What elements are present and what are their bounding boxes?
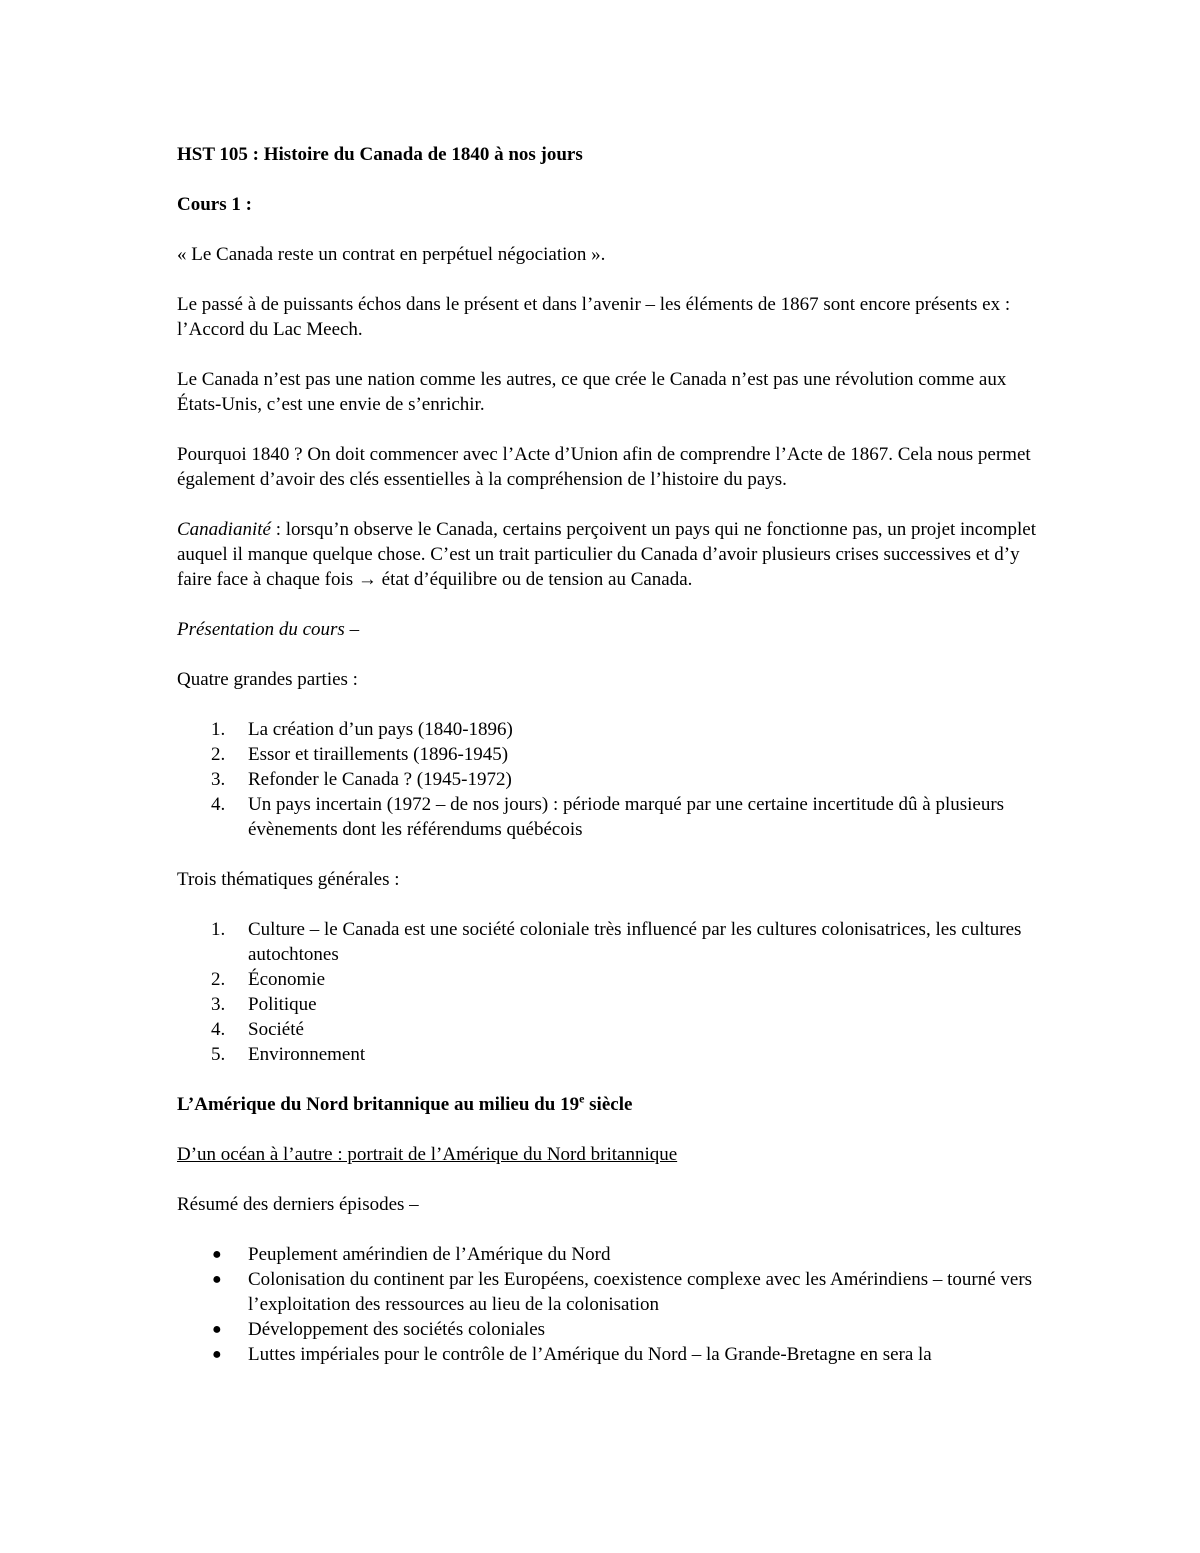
- resume-heading: Résumé des derniers épisodes –: [177, 1194, 419, 1215]
- bullet-icon: ●: [212, 1271, 222, 1288]
- list-item: [177, 767, 1047, 792]
- list-text: Société: [248, 1019, 304, 1040]
- list-number: 2.: [211, 744, 226, 765]
- list-item: [177, 992, 1047, 1017]
- list-text: Peuplement amérindien de l’Amérique du Nord: [248, 1244, 611, 1265]
- list-number: 3.: [211, 769, 226, 790]
- arrow-right-icon: →: [357, 569, 377, 590]
- paragraph-canadianite: [177, 517, 1047, 592]
- quote-paragraph: « Le Canada reste un contrat en perpétuel négociation ».: [177, 244, 606, 265]
- section-heading-superscript: e: [579, 1091, 585, 1106]
- list-item: [177, 717, 1047, 742]
- paragraph-nation: Le Canada n’est pas une nation comme les autres, ce que crée le Canada n’est pas une révolution comme aux États-Unis, c’est une envie de s’enrichir.: [177, 369, 1007, 415]
- canadianite-text-a: : lorsqu’n observe le Canada, certains perçoivent un pays qui ne fonctionne pas, un projet incomplet auquel il manque quelque chose. C’est un trait particulier du Canada d’avoir plusieurs crises successives et d’y faire face à chaque fois: [177, 519, 1037, 590]
- list-item: [177, 1017, 1047, 1042]
- list-text: Culture – le Canada est une société coloniale très influencé par les cultures colonisatrices, les cultures autochtones: [248, 919, 1022, 965]
- bullet-icon: ●: [212, 1346, 222, 1363]
- list-number: 4.: [211, 1019, 226, 1040]
- list-text: Développement des sociétés coloniales: [248, 1319, 546, 1340]
- list-number: 1.: [211, 919, 226, 940]
- list-text: Environnement: [248, 1044, 366, 1065]
- parts-intro: Quatre grandes parties :: [177, 669, 358, 690]
- themes-list: [177, 917, 1047, 1067]
- list-item: [177, 1042, 1047, 1067]
- list-number: 5.: [211, 1044, 226, 1065]
- term-canadianite: Canadianité: [177, 519, 271, 540]
- list-item: [177, 917, 1047, 967]
- list-text: Luttes impériales pour le contrôle de l’Amérique du Nord – la Grande-Bretagne en sera la: [248, 1344, 932, 1365]
- list-number: 3.: [211, 994, 226, 1015]
- list-text: Économie: [248, 969, 326, 990]
- lecture-heading: Cours 1 :: [177, 194, 252, 215]
- list-text: Un pays incertain (1972 – de nos jours) : période marqué par une certaine incertitude dû à plusieurs évènements dont les référendums québécois: [248, 794, 1005, 840]
- presentation-heading: Présentation du cours –: [177, 619, 360, 640]
- paragraph-echoes: Le passé à de puissants échos dans le présent et dans l’avenir – les éléments de 1867 sont encore présents ex : l’Accord du Lac Meech.: [177, 294, 1011, 340]
- list-item: [177, 967, 1047, 992]
- list-text: Politique: [248, 994, 317, 1015]
- list-item: [177, 1267, 1047, 1317]
- canadianite-text-b: état d’équilibre ou de tension au Canada.: [376, 569, 693, 590]
- list-text: La création d’un pays (1840-1896): [248, 719, 513, 740]
- themes-intro: Trois thématiques générales :: [177, 869, 400, 890]
- list-number: 2.: [211, 969, 226, 990]
- list-item: [177, 1317, 1047, 1342]
- parts-list: [177, 717, 1047, 842]
- section-heading-text-b: siècle: [584, 1094, 633, 1115]
- list-item: [177, 1242, 1047, 1267]
- list-item: [177, 1342, 1047, 1367]
- bullet-icon: ●: [212, 1246, 222, 1263]
- bullet-icon: ●: [212, 1321, 222, 1338]
- list-text: Refonder le Canada ? (1945-1972): [248, 769, 512, 790]
- subsection-heading: D’un océan à l’autre : portrait de l’Amérique du Nord britannique: [177, 1144, 678, 1165]
- list-item: [177, 742, 1047, 767]
- list-number: 4.: [211, 794, 226, 815]
- list-text: Essor et tiraillements (1896-1945): [248, 744, 509, 765]
- section-heading-text-a: L’Amérique du Nord britannique au milieu du 19: [177, 1094, 580, 1115]
- paragraph-why-1840: Pourquoi 1840 ? On doit commencer avec l’Acte d’Union afin de comprendre l’Acte de 1867. Cela nous permet également d’avoir des clés essentielles à la compréhension de l’histoire du pays.: [177, 444, 1031, 490]
- section-heading: [177, 1092, 1047, 1117]
- document-body: [177, 142, 1047, 1392]
- document-title: HST 105 : Histoire du Canada de 1840 à nos jours: [177, 144, 583, 165]
- episodes-list: [177, 1242, 1047, 1367]
- list-text: Colonisation du continent par les Européens, coexistence complexe avec les Amérindiens – tourné vers l’exploitation des ressources au lieu de la colonisation: [248, 1269, 1033, 1315]
- list-number: 1.: [211, 719, 226, 740]
- list-item: [177, 792, 1047, 842]
